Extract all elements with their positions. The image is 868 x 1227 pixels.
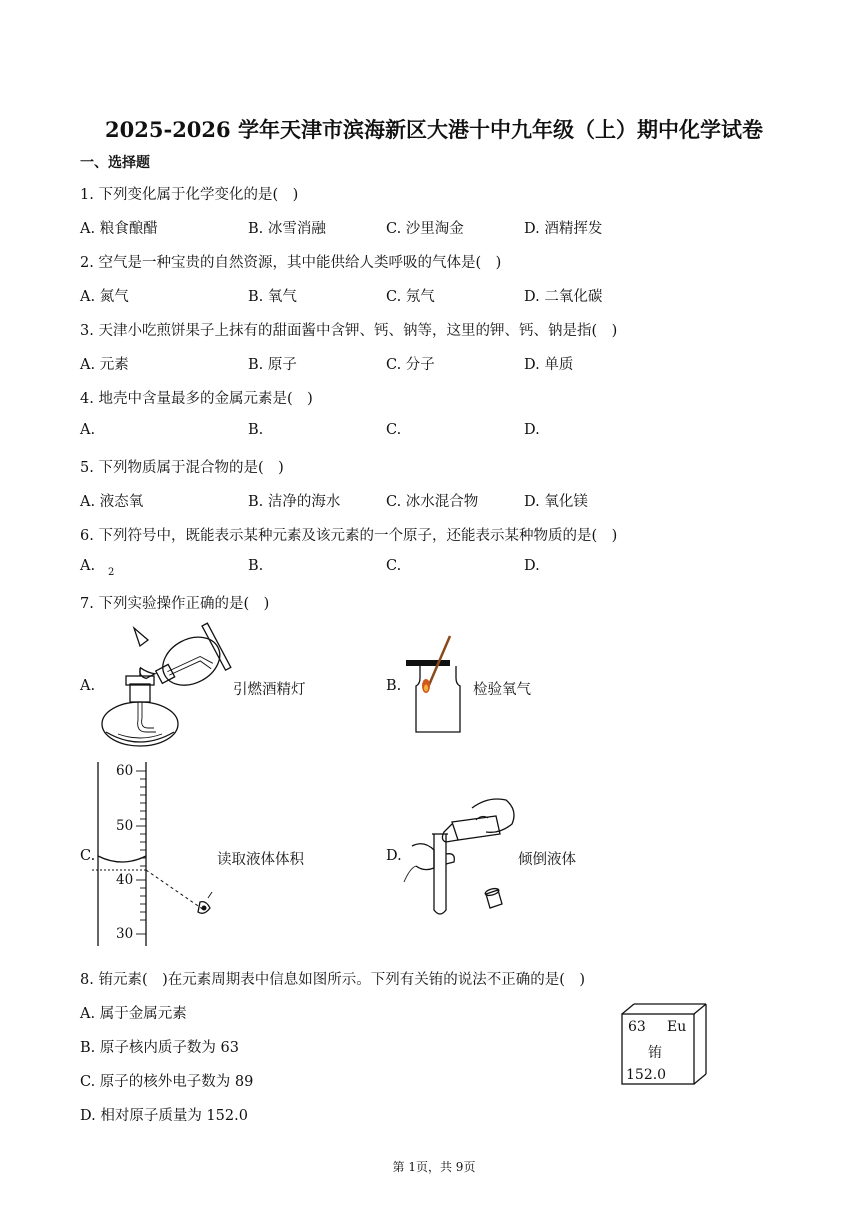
question-8-option-b[interactable]: B. 原子核内质子数为 63 — [80, 1040, 239, 1056]
question-5-option-a[interactable]: A. 液态氧 — [80, 494, 144, 510]
question-7-option-c-caption: 读取液体体积 — [217, 852, 304, 868]
question-1-option-a[interactable]: A. 粮食酿醋 — [80, 221, 158, 237]
oxygen-test-bottle-figure — [404, 634, 468, 738]
alcohol-lamp-figure — [96, 620, 236, 750]
page-title: 2025-2026 学年天津市滨海新区大港十中九年级（上）期中化学试卷 — [105, 117, 763, 142]
question-7-option-c-letter[interactable]: C. — [80, 848, 96, 864]
element-symbol: Eu — [667, 1019, 687, 1035]
pouring-liquid-figure — [402, 790, 530, 922]
question-2-option-a[interactable]: A. 氮气 — [80, 289, 129, 305]
question-2-option-c[interactable]: C. 氖气 — [386, 289, 435, 305]
question-3-option-d[interactable]: D. 单质 — [524, 357, 574, 373]
question-5-stem: 5. 下列物质属于混合物的是( ) — [80, 460, 284, 476]
question-7-stem: 7. 下列实验操作正确的是( ) — [80, 596, 270, 612]
question-2-option-b[interactable]: B. 氧气 — [248, 289, 297, 305]
question-8-stem: 8. 铕元素( )在元素周期表中信息如图所示。下列有关铕的说法不正确的是( ) — [80, 972, 586, 988]
cylinder-tick-30: 30 — [116, 926, 134, 942]
question-6-stem: 6. 下列符号中，既能表示某种元素及该元素的一个原子，还能表示某种物质的是( ) — [80, 528, 618, 544]
question-1-option-c[interactable]: C. 沙里淘金 — [386, 221, 464, 237]
question-4-stem: 4. 地壳中含量最多的金属元素是( ) — [80, 391, 313, 407]
question-2-option-d[interactable]: D. 二氧化碳 — [524, 289, 603, 305]
element-name: 铕 — [648, 1045, 662, 1061]
question-6-option-c[interactable]: C. — [386, 558, 402, 574]
cylinder-tick-50: 50 — [116, 818, 134, 834]
question-7-option-d-letter[interactable]: D. — [386, 848, 402, 864]
question-1-option-d[interactable]: D. 酒精挥发 — [524, 221, 603, 237]
question-3-option-c[interactable]: C. 分子 — [386, 357, 435, 373]
question-8-option-d[interactable]: D. 相对原子质量为 152.0 — [80, 1108, 248, 1124]
question-5-option-c[interactable]: C. 冰水混合物 — [386, 494, 479, 510]
section-heading: 一、选择题 — [80, 155, 150, 171]
question-6-option-b[interactable]: B. — [248, 558, 264, 574]
element-atomic-mass: 152.0 — [626, 1067, 667, 1083]
question-7-option-d-caption: 倾倒液体 — [518, 852, 576, 868]
question-6-option-d[interactable]: D. — [524, 558, 540, 574]
question-6-option-a-subscript: 2 — [108, 567, 115, 578]
question-5-option-d[interactable]: D. 氧化镁 — [524, 494, 588, 510]
question-7-option-b-letter[interactable]: B. — [386, 678, 402, 694]
cylinder-tick-60: 60 — [116, 763, 134, 779]
question-3-option-a[interactable]: A. 元素 — [80, 357, 129, 373]
question-6-option-a[interactable]: A. — [80, 558, 96, 574]
question-4-option-d[interactable]: D. — [524, 422, 540, 438]
question-4-option-a[interactable]: A. — [80, 422, 96, 438]
question-1-option-b[interactable]: B. 冰雪消融 — [248, 221, 326, 237]
page-footer: 第 1页，共 9页 — [392, 1160, 476, 1174]
question-5-option-b[interactable]: B. 洁净的海水 — [248, 494, 341, 510]
element-atomic-number: 63 — [628, 1019, 646, 1035]
question-3-option-b[interactable]: B. 原子 — [248, 357, 297, 373]
question-7-option-a-caption: 引燃酒精灯 — [233, 682, 306, 698]
question-7-option-a-letter[interactable]: A. — [80, 678, 96, 694]
question-4-option-c[interactable]: C. — [386, 422, 402, 438]
cylinder-tick-40: 40 — [116, 872, 134, 888]
graduated-cylinder-figure — [92, 760, 222, 950]
question-3-stem: 3. 天津小吃煎饼果子上抹有的甜面酱中含钾、钙、钠等，这里的钾、钙、钠是指( ) — [80, 323, 618, 339]
question-4-option-b[interactable]: B. — [248, 422, 264, 438]
question-2-stem: 2. 空气是一种宝贵的自然资源，其中能供给人类呼吸的气体是( ) — [80, 255, 502, 271]
question-7-option-b-caption: 检验氧气 — [473, 682, 531, 698]
question-8-option-a[interactable]: A. 属于金属元素 — [80, 1006, 187, 1022]
question-8-option-c[interactable]: C. 原子的核外电子数为 89 — [80, 1074, 254, 1090]
question-1-stem: 1. 下列变化属于化学变化的是( ) — [80, 187, 299, 203]
